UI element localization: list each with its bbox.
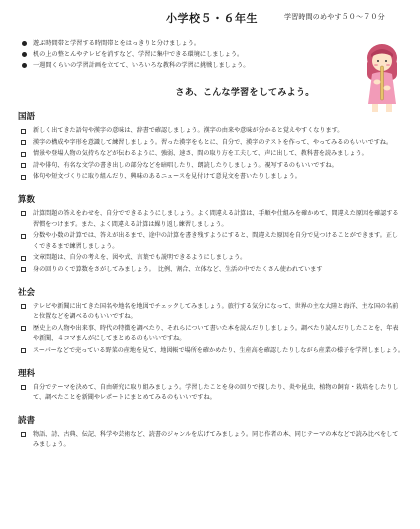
section-reading bbox=[16, 414, 404, 451]
section-social-studies bbox=[16, 286, 404, 357]
top-bullet-text: 一週間くらいの学習計画を立てて、いろいろな教科の学習に挑戦しましょう。 bbox=[33, 62, 250, 69]
list-item: 新しく出てきた語句や漢字の意味は、辞書で確認しましょう。漢字の由来や意味が分かると覚えやすくなります。 bbox=[16, 126, 404, 137]
list-item: スーパーなどで売っている野菜の産地を見て、地図帳で場所を確かめたり、生産高を確認したりしながら産業の様子を学習しましょう。 bbox=[16, 346, 404, 357]
section-math bbox=[16, 193, 404, 276]
recorder-girl-illustration bbox=[358, 40, 406, 114]
list-item: 詩や俳句、有名な文学の書き出しの部分などを暗唱したり、朗読したりしましょう。視写するのもいいですね。 bbox=[16, 161, 404, 172]
page-title: 小学校５・６年生 bbox=[166, 12, 258, 25]
list-item: 体句や短文づくりに取り組んだり、興味のあるニュースを見付けて意見文を書いたりしましょう。 bbox=[16, 172, 404, 183]
section-science bbox=[16, 367, 404, 404]
section-heading: 算数 bbox=[18, 194, 36, 205]
section-japanese bbox=[16, 110, 404, 183]
checkbox-square-icon bbox=[21, 163, 26, 168]
top-bullet-item bbox=[16, 38, 316, 49]
top-bullet-text: 遊ぶ時間帯と学習する時間帯とをはっきりと分けましょう。 bbox=[33, 40, 201, 47]
list-item: 漢字の構成や字形を意識して練習しましょう。習った漢字をもとに、自分で、漢字のテストを作って、やってみるのもいいですね。 bbox=[16, 138, 404, 149]
bullet-dot-icon bbox=[22, 63, 27, 68]
bullet-dot-icon bbox=[22, 41, 27, 46]
list-item: 分数や小数の計算では、答えが出るまで、途中の計算を書き残すようにすると、間違えた原因を自分で見つけることができます。正しくできるまで練習しましょう。 bbox=[16, 231, 404, 252]
list-item: 文章問題は、自分の考えを、図や式、言葉でも説明できるようにしましょう。 bbox=[16, 253, 404, 264]
page-header bbox=[16, 8, 404, 28]
list-item: 自分でテーマを決めて、自由研究に取り組みましょう。学習したことを身の回りで探したり、炎や昆虫、植物の飼育・栽培をしたりして、調べたことを新聞やレポートにまとめてみるのもいいですね。 bbox=[16, 383, 404, 404]
top-bullet-item bbox=[16, 60, 316, 71]
list-item: 情景や登場人物の気持ちなどが伝わるように、強弱、速さ、間の取り方を工夫して、声に出して、教科書を読みましょう。 bbox=[16, 149, 404, 160]
checkbox-square-icon bbox=[21, 234, 26, 239]
list-item: 計算問題の答えをわせを、自分でできるようにしましょう。よく間違える計算は、手順や仕組みを確かめて、間違えた原因を確認する習慣をつけます。また、よく間違える計算は繰り返し練習しましょう。 bbox=[16, 209, 404, 230]
checkbox-square-icon bbox=[21, 256, 26, 261]
top-bullet-item bbox=[16, 49, 316, 60]
list-item: 身の回りのくで算数をさがしてみましょう。 比例、割合、立体など、生活の中でたくさん使われています bbox=[16, 265, 404, 276]
checkbox-square-icon bbox=[21, 304, 26, 309]
study-time-guide: 学習時間のめやす５０～７０分 bbox=[284, 13, 385, 21]
checkbox-square-icon bbox=[21, 211, 26, 216]
list-item: 歴史上の人物や出来事、時代の特徴を調べたり、それらについて書いた本を読んだりしましょう。調べたり読んだりしたことを、年表や新聞、４コマまんがにしてまとめるのもいいですね。 bbox=[16, 324, 404, 345]
checkbox-square-icon bbox=[21, 267, 26, 272]
checkbox-square-icon bbox=[21, 152, 26, 157]
section-heading: 社会 bbox=[18, 287, 36, 298]
top-bullet-text: 机の上の整とんやテレビを消すなど、学習に集中できる環境にしましょう。 bbox=[33, 51, 244, 58]
section-heading: 読書 bbox=[18, 415, 36, 426]
checkbox-square-icon bbox=[21, 432, 26, 437]
section-heading: 国語 bbox=[18, 112, 36, 122]
bullet-dot-icon bbox=[22, 52, 27, 57]
checkbox-square-icon bbox=[21, 385, 26, 390]
list-item: 物語、詩、古典、伝記、科学や芸術など、読書のジャンルを広げてみましょう。同じ作者の本、同じテーマの本などで読み比べをしてみましょう。 bbox=[16, 430, 404, 451]
section-heading: 理科 bbox=[18, 368, 36, 379]
checkbox-square-icon bbox=[21, 348, 26, 353]
lead-heading: さあ、こんな学習をしてみよう。 bbox=[175, 88, 315, 98]
checkbox-square-icon bbox=[21, 140, 26, 145]
top-bullet-list bbox=[16, 38, 316, 71]
list-item: テレビや新聞に出てきた国名や地名を地図でチェックしてみましょう。旅行する気分になって、世界の主な大陸と海洋、主な国の名前と位置などを調べるのもいいですね。 bbox=[16, 302, 404, 323]
checkbox-square-icon bbox=[21, 326, 26, 331]
checkbox-square-icon bbox=[21, 129, 26, 134]
checkbox-square-icon bbox=[21, 175, 26, 180]
